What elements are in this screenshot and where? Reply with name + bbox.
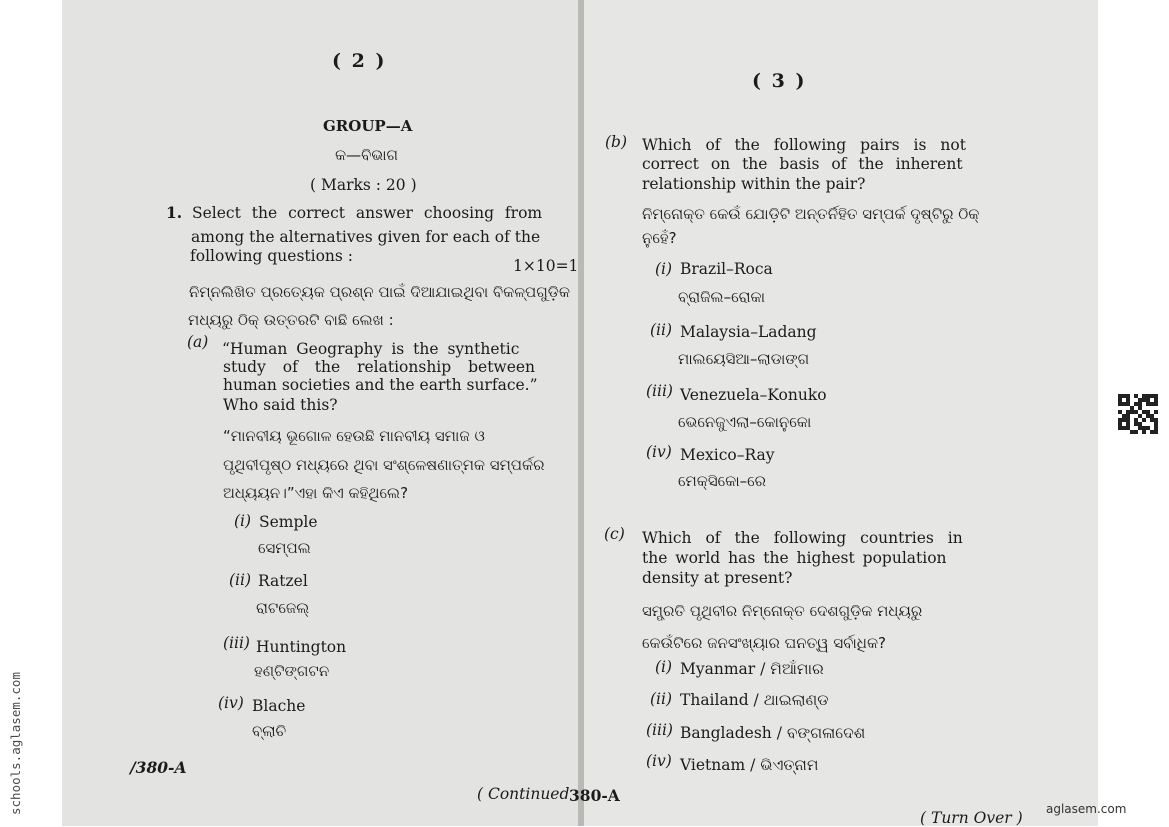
option-label: (iv) — [646, 752, 672, 770]
group-title: GROUP—A — [323, 117, 413, 135]
option-label: (iii) — [646, 382, 673, 400]
option-odia: ହଣ୍ଟିଙ୍ଗଟନ — [254, 662, 330, 680]
option-text: Huntington — [256, 638, 347, 656]
question-b-odia-line: ନିମ୍ନୋକ୍ତ କେଉଁ ଯୋଡ଼ିଟି ଅନ୍ତର୍ନିହିତ ସମ୍ପର୍କ ଦୃଷ୍ଟିରୁ ଠିକ୍ — [642, 205, 980, 223]
option-label: (i) — [655, 658, 673, 676]
question-1-odia-line: ମଧ୍ୟରୁ ଠିକ୍ ଉତ୍ତରଟି ବାଛି ଲେଖ : — [188, 311, 394, 329]
option-label: (iii) — [223, 634, 250, 652]
option-label: (iii) — [646, 721, 673, 739]
option-text: Semple — [259, 513, 318, 531]
question-1-marks: 1×10=1 — [513, 257, 579, 275]
option-text: Blache — [252, 697, 306, 715]
question-a-odia-line: “ମାନବୀୟ ଭୂଗୋଳ ହେଉଛି ମାନବୀୟ ସମାଜ ଓ — [223, 427, 485, 445]
question-1-line: Select the correct answer choosing from — [192, 204, 543, 222]
question-b-line: correct on the basis of the inherent — [642, 155, 963, 173]
option-label: (iv) — [646, 443, 672, 461]
question-1-line: among the alternatives given for each of the — [191, 228, 541, 246]
question-a-odia-line: ପୃଥିବୀପୃଷ୍ଠ ମଧ୍ୟରେ ଥିବା ସଂଶ୍ଳେଷଣାତ୍ମକ ସମ୍ପର୍କର — [223, 456, 545, 474]
group-title-odia: କ—ବିଭାଗ — [335, 146, 399, 164]
question-b-line: relationship within the pair? — [642, 175, 866, 193]
option-odia: ମେକ୍ସିକୋ–ରେ — [678, 472, 767, 490]
option-text: Myanmar / ମିଆଁମାର — [680, 660, 824, 678]
option-label: (ii) — [650, 321, 673, 339]
continued-label: ( Continued — [477, 785, 570, 803]
question-c-line: the world has the highest population — [642, 549, 947, 567]
option-text: Mexico–Ray — [680, 446, 775, 464]
book-spine — [578, 0, 584, 826]
question-1-number: 1. — [166, 203, 183, 222]
question-b-line: Which of the following pairs is not — [642, 136, 966, 154]
corner-watermark: aglasem.com — [1046, 802, 1127, 816]
question-c-line: Which of the following countries in — [642, 529, 963, 547]
option-text: Malaysia–Ladang — [680, 323, 817, 341]
option-label: (i) — [655, 260, 673, 278]
marks-label: ( Marks : 20 ) — [310, 176, 417, 194]
question-c-odia-line: ସମ୍ପ୍ରତି ପୃଥିବୀର ନିମ୍ନୋକ୍ତ ଦେଶଗୁଡ଼ିକ ମଧ୍ୟରୁ — [642, 602, 923, 620]
turn-over-label: ( Turn Over ) — [920, 809, 1023, 827]
option-text: Vietnam / ଭିଏତ୍‌ନାମ — [680, 756, 819, 774]
qr-code-icon — [1118, 394, 1158, 434]
question-c-label: (c) — [604, 525, 625, 543]
continued-code: 380-A — [569, 786, 620, 805]
option-label: (i) — [234, 512, 252, 530]
question-1-odia-line: ନିମ୍ନଲିଖିତ ପ୍ରତ୍ୟେକ ପ୍ରଶ୍ନ ପାଇଁ ଦିଆଯାଇଥିବା ବିକଳ୍ପଗୁଡ଼ିକ — [189, 283, 570, 301]
question-b-odia-line: ନୁହେଁ? — [642, 229, 677, 247]
right-page-number: ( 3 ) — [752, 70, 807, 92]
option-label: (ii) — [229, 571, 252, 589]
question-a-line: study of the relationship between — [223, 358, 536, 376]
left-page-number: ( 2 ) — [332, 50, 387, 72]
question-c-line: density at present? — [642, 569, 793, 587]
question-a-line: Who said this? — [223, 396, 338, 414]
side-watermark: schools.aglasem.com — [8, 672, 23, 815]
option-label: (ii) — [650, 690, 673, 708]
question-b-label: (b) — [605, 133, 628, 151]
option-text: Bangladesh / ବଙ୍ଗଳାଦେଶ — [680, 724, 866, 742]
option-text: Venezuela–Konuko — [680, 386, 827, 404]
option-text: Ratzel — [258, 572, 308, 590]
option-text: Brazil–Roca — [680, 260, 773, 278]
option-odia: ସେମ୍‌ପଲ — [258, 539, 311, 557]
question-a-line: “Human Geography is the synthetic — [222, 340, 520, 358]
option-odia: ଭେନେଜୁଏଲା–କୋନୁକୋ — [678, 413, 812, 431]
option-text: Thailand / ଥାଇଲାଣ୍ଡ — [680, 691, 829, 709]
option-odia: ବ୍ଲାଚି — [252, 722, 287, 740]
option-odia: ରାଟଜେଲ୍ — [256, 599, 310, 617]
question-a-odia-line: ଅଧ୍ୟୟନ।”ଏହା କିଏ କହିଥିଲେ? — [223, 484, 409, 502]
footer-code: /380-A — [130, 758, 187, 777]
option-odia: ମାଲୟେସିଆ–ଲାଡାଙ୍ଗ — [678, 350, 810, 368]
option-odia: ବ୍ରାଜିଲ–ରୋକା — [678, 288, 766, 306]
question-a-line: human societies and the earth surface.” — [223, 376, 538, 394]
question-1-line: following questions : — [190, 247, 354, 265]
question-a-label: (a) — [187, 333, 209, 351]
option-label: (iv) — [218, 694, 244, 712]
question-c-odia-line: କେଉଁଟିରେ ଜନସଂଖ୍ୟାର ଘନତ୍ୱ ସର୍ବାଧିକ? — [642, 634, 887, 652]
